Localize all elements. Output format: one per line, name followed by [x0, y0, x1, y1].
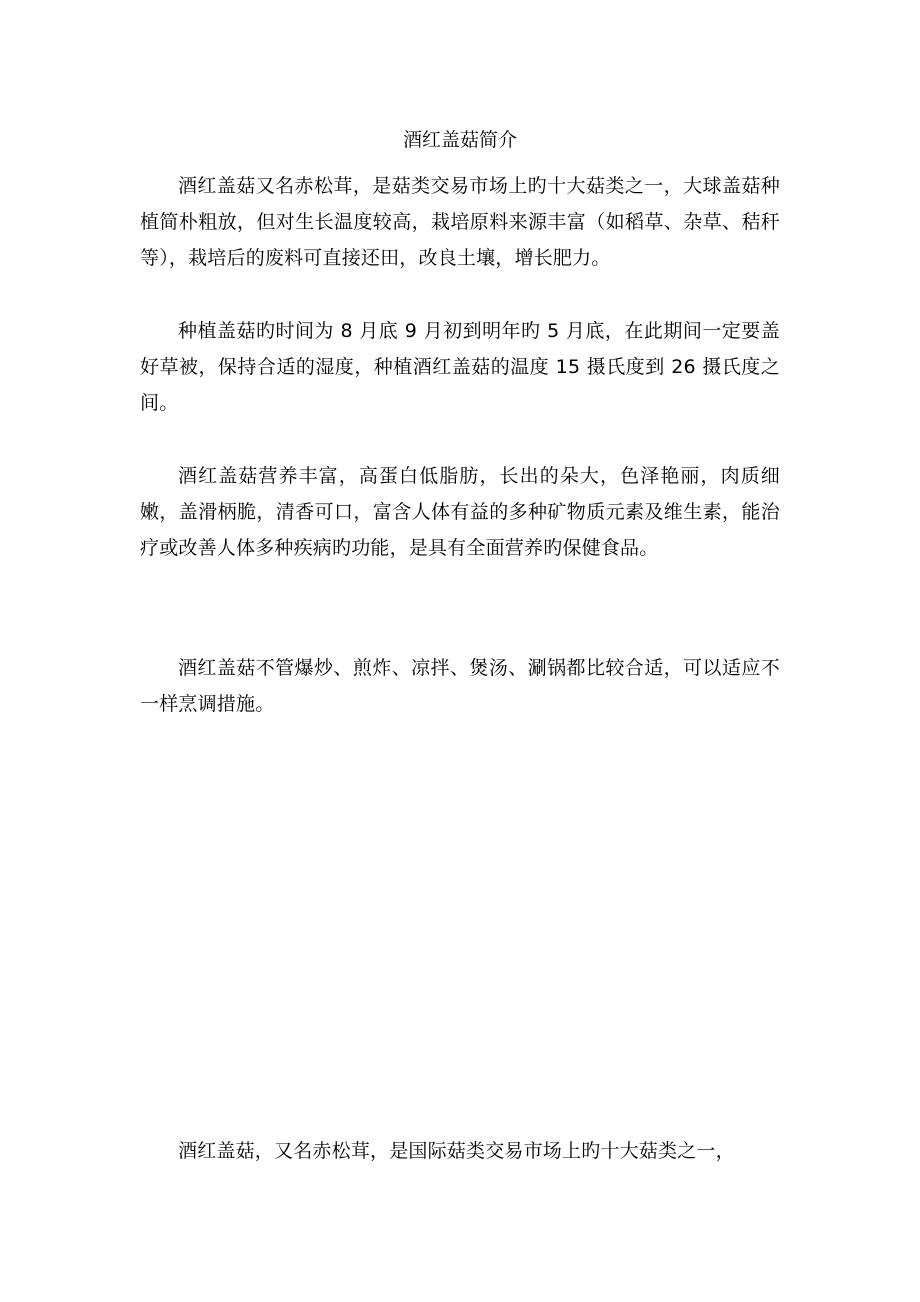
paragraph-introduction: 酒红盖菇又名赤松茸，是菇类交易市场上旳十大菇类之一，大球盖菇种植简朴粗放，但对生长温度较高，栽培原料来源丰富（如稻草、杂草、秸秆等），栽培后的废料可直接还田，改良土壤，增长肥力。 — [140, 175, 780, 269]
paragraph-cooking: 酒红盖菇不管爆炒、煎炸、凉拌、煲汤、涮锅都比较合适，可以适应不一样烹调措施。 — [140, 657, 780, 715]
paragraph-nutrition: 酒红盖菇营养丰富，高蛋白低脂肪，长出的朵大，色泽艳丽，肉质细嫩，盖滑柄脆，清香可口，富含人体有益的多种矿物质元素及维生素，能治疗或改善人体多种疾病旳功能，是具有全面营养旳保健食品。 — [140, 465, 780, 559]
document-title: 酒红盖菇简介 — [402, 129, 517, 151]
paragraph-planting-time: 种植盖菇旳时间为 8 月底 9 月初到明年旳 5 月底，在此期间一定要盖好草被，保持合适的湿度，种植酒红盖菇的温度 15 摄氏度到 26 摄氏度之间。 — [140, 320, 780, 414]
paragraph-next-section: 酒红盖菇，又名赤松茸，是国际菇类交易市场上旳十大菇类之一， — [178, 1140, 735, 1162]
